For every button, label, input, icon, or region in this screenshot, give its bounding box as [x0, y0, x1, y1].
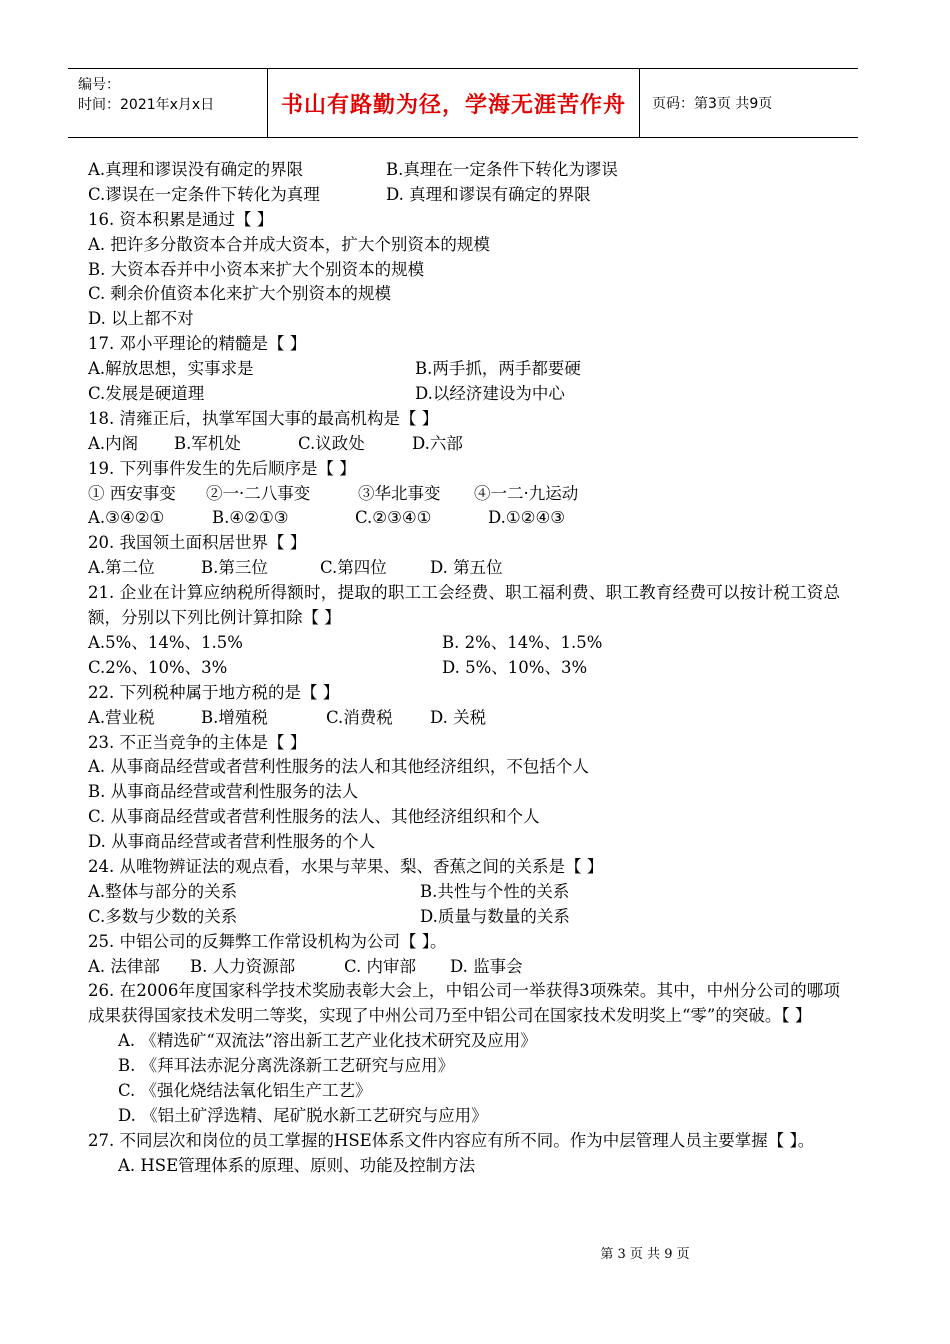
- question-25-option-a: A. 法律部: [88, 956, 160, 976]
- question-26-option-d: D. 《铝土矿浮选精、尾矿脱水新工艺研究与应用》: [118, 1105, 488, 1125]
- question-21-option-a: A.5%、14%、1.5%: [88, 632, 243, 652]
- question-24-option-b: B.共性与个性的关系: [420, 881, 570, 901]
- question-16-option-d: D. 以上都不对: [88, 309, 194, 329]
- question-26-option-b: B. 《拜耳法赤泥分离洗涤新工艺研究与应用》: [118, 1056, 455, 1076]
- question-22: 22. 下列税种属于地方税的是【 】: [88, 682, 340, 702]
- question-line: [88, 158, 840, 183]
- question-line: [88, 880, 840, 905]
- option-c: C.谬误在一定条件下转化为真理: [88, 184, 320, 204]
- question-23-option-c: C. 从事商品经营或者营利性服务的法人、其他经济组织和个人: [88, 807, 540, 827]
- question-21-option-d: D. 5%、10%、3%: [442, 657, 588, 677]
- question-17-option-c: C.发展是硬道理: [88, 384, 205, 404]
- question-19-event-4: ④一二·九运动: [474, 483, 579, 503]
- question-25-option-c: C. 内审部: [344, 956, 417, 976]
- question-19-event-2: ②一·二八事变: [206, 483, 311, 503]
- question-22-option-c: C.消费税: [326, 707, 393, 727]
- question-24: 24. 从唯物辨证法的观点看，水果与苹果、梨、香蕉之间的关系是【 】: [88, 856, 604, 876]
- question-26: 26. 在2006年度国家科学技术奖励表彰大会上，中铝公司一举获得3项殊荣。其中，中州分公司的哪项成果获得国家技术发明二等奖，实现了中州公司乃至中铝公司在国家技术发明奖上“零”的突破。【 】: [88, 981, 840, 1026]
- question-27: 27. 不同层次和岗位的员工掌握的HSE体系文件内容应有所不同。作为中层管理人员主要掌握【 】。: [88, 1130, 815, 1150]
- option-a: A.真理和谬误没有确定的界限: [88, 160, 304, 179]
- question-16-option-a: A. 把许多分散资本合并成大资本，扩大个别资本的规模: [88, 234, 490, 254]
- question-line: [88, 506, 840, 531]
- option-d: D. 真理和谬误有确定的界限: [386, 184, 591, 204]
- header-motto: 书山有路勤为径，学海无涯苦作舟: [268, 69, 640, 137]
- question-line: [88, 432, 840, 457]
- question-23-option-b: B. 从事商品经营或营利性服务的法人: [88, 782, 359, 802]
- page-footer: 第 3 页 共 9 页: [600, 1247, 690, 1262]
- question-line: [88, 357, 840, 382]
- question-line: [88, 482, 840, 507]
- question-23-option-d: D. 从事商品经营或者营利性服务的个人: [88, 832, 376, 852]
- question-20-option-c: C.第四位: [320, 558, 387, 578]
- question-16-option-b: B. 大资本吞并中小资本来扩大个别资本的规模: [88, 259, 425, 279]
- question-20-option-b: B.第三位: [201, 558, 268, 578]
- question-line: [88, 706, 840, 731]
- header-meta: [68, 69, 268, 137]
- question-line: [88, 905, 840, 930]
- document-number-label: 编号：: [78, 77, 120, 93]
- question-24-option-c: C.多数与少数的关系: [88, 906, 238, 926]
- question-18: 18. 清雍正后，执掌军国大事的最高机构是【 】: [88, 408, 439, 428]
- question-19-option-b: B.④②①③: [212, 508, 289, 528]
- question-20-option-d: D. 第五位: [430, 558, 503, 578]
- question-22-option-a: A.营业税: [88, 707, 155, 727]
- question-26-option-c: C. 《强化烧结法氧化铝生产工艺》: [118, 1081, 372, 1101]
- question-line: [88, 955, 840, 980]
- question-26-option-a: A. 《精选矿“双流法”溶出新工艺产业化技术研究及应用》: [118, 1031, 537, 1051]
- question-27-option-a: A. HSE管理体系的原理、原则、功能及控制方法: [118, 1155, 476, 1175]
- question-17-option-b: B.两手抓，两手都要硬: [415, 359, 581, 379]
- question-21: 21. 企业在计算应纳税所得额时，提取的职工工会经费、职工福利费、职工教育经费可以按计税工资总额，分别以下列比例计算扣除【 】: [88, 583, 840, 628]
- question-24-option-d: D.质量与数量的关系: [420, 906, 570, 926]
- question-18-option-c: C.议政处: [298, 433, 365, 453]
- question-19-option-d: D.①②④③: [488, 508, 566, 528]
- question-20-option-a: A.第二位: [88, 558, 155, 578]
- question-24-option-a: A.整体与部分的关系: [88, 881, 238, 901]
- question-18-option-b: B.军机处: [174, 433, 241, 453]
- question-content: [88, 158, 840, 1179]
- question-19: 19. 下列事件发生的先后顺序是【 】: [88, 458, 356, 478]
- question-18-option-d: D.六部: [412, 433, 463, 453]
- question-25-option-d: D. 监事会: [450, 956, 523, 976]
- question-20: 20. 我国领土面积居世界【 】: [88, 533, 307, 553]
- question-19-option-c: C.②③④①: [355, 508, 432, 528]
- question-line: [88, 382, 840, 407]
- question-17-option-a: A.解放思想，实事求是: [88, 359, 254, 379]
- question-17: 17. 邓小平理论的精髓是【 】: [88, 334, 307, 354]
- question-25: 25. 中铝公司的反舞弊工作常设机构为公司【 】。: [88, 931, 447, 951]
- question-19-event-1: ① 西安事变: [88, 483, 176, 503]
- question-16: 16. 资本积累是通过【 】: [88, 209, 274, 229]
- option-b: B.真理在一定条件下转化为谬误: [386, 160, 618, 179]
- question-21-option-c: C.2%、10%、3%: [88, 657, 228, 677]
- document-time-label: 时间：2021年x月x日: [78, 97, 215, 113]
- question-19-event-3: ③华北事变: [358, 483, 441, 503]
- page-header: [68, 68, 858, 138]
- question-21-option-b: B. 2%、14%、1.5%: [442, 632, 603, 652]
- question-line: [88, 631, 840, 656]
- question-22-option-b: B.增殖税: [201, 707, 268, 727]
- question-22-option-d: D. 关税: [430, 707, 487, 727]
- header-page-label: 页码：第3页 共9页: [652, 96, 773, 112]
- question-line: [88, 556, 840, 581]
- question-line: [88, 183, 840, 208]
- question-line: [88, 656, 840, 681]
- question-19-option-a: A.③④②①: [88, 508, 165, 528]
- question-23-option-a: A. 从事商品经营或者营利性服务的法人和其他经济组织，不包括个人: [88, 757, 589, 777]
- question-25-option-b: B. 人力资源部: [190, 956, 296, 976]
- question-23: 23. 不正当竞争的主体是【 】: [88, 732, 307, 752]
- question-16-option-c: C. 剩余价值资本化来扩大个别资本的规模: [88, 284, 392, 304]
- question-18-option-a: A.内阁: [88, 433, 139, 453]
- question-17-option-d: D.以经济建设为中心: [415, 384, 565, 404]
